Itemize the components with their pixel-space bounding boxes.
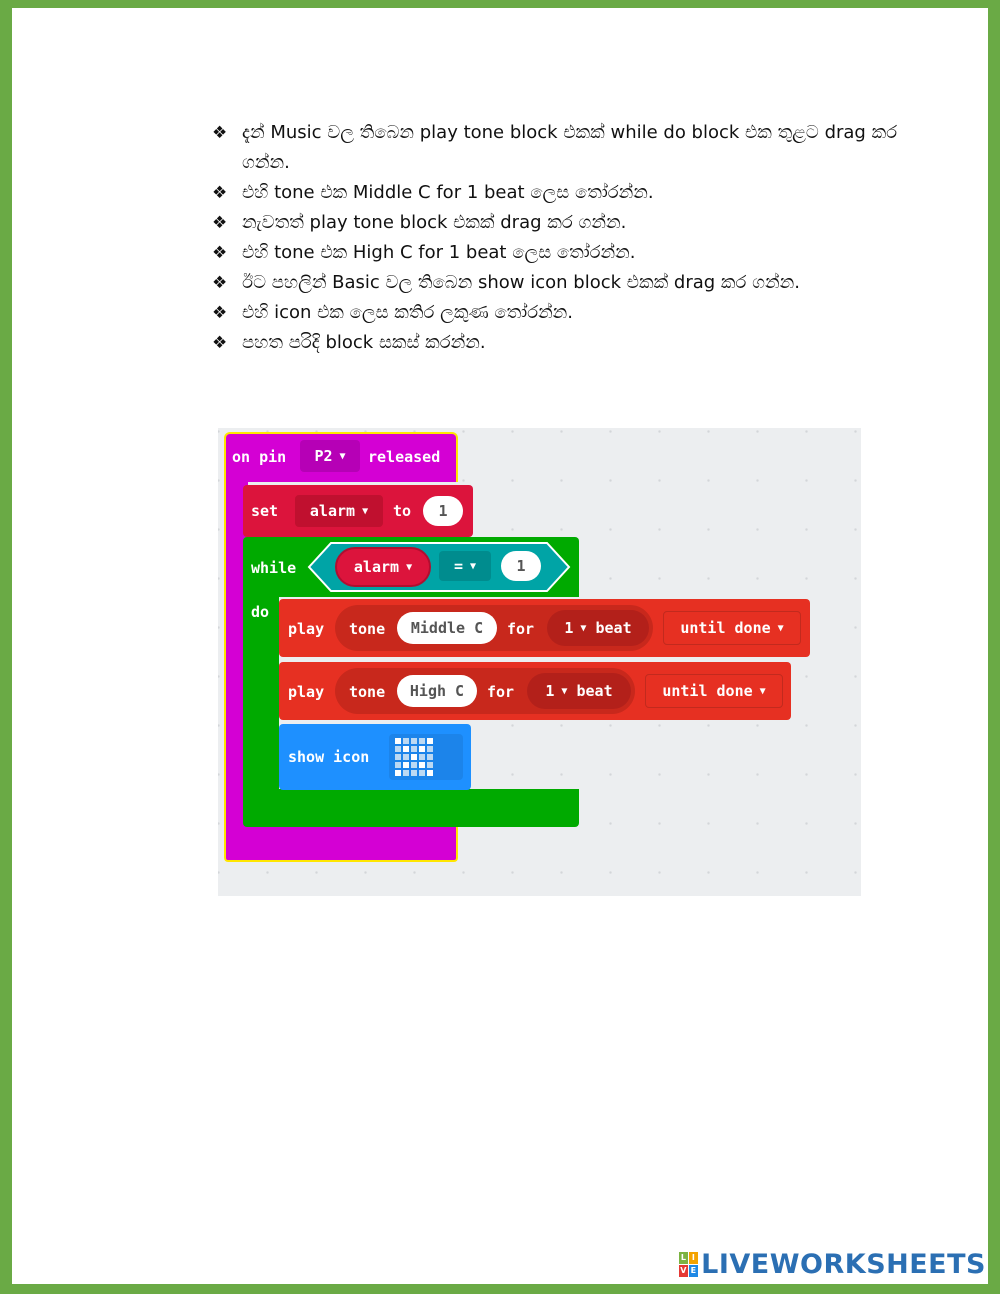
show-icon-label: show icon	[288, 748, 370, 766]
bullet-icon: ❖	[212, 333, 228, 353]
beat-dropdown[interactable]: 1 ▼ beat	[527, 673, 631, 709]
instruction-item: ❖ එහි icon එක ලෙස කතිර ලකුණ තෝරන්න.	[212, 298, 912, 328]
liveworksheets-logo[interactable]	[679, 1249, 986, 1280]
cross-icon	[395, 738, 433, 776]
compare-value-input[interactable]: 1	[501, 551, 541, 581]
set-variable-block[interactable]	[243, 485, 473, 537]
note-input[interactable]: High C	[397, 675, 477, 707]
instruction-item: ❖ දැන් Music වල තිබෙන play tone block එකක් while do block එක තුළට drag කර ගන්න.	[212, 118, 912, 178]
for-label: for	[507, 620, 535, 638]
bullet-icon: ❖	[212, 303, 228, 323]
instruction-item: ❖ පහත පරිදි block සකස් කරන්න.	[212, 328, 912, 358]
on-pin-label: on pin	[232, 448, 287, 466]
bullet-icon: ❖	[212, 213, 228, 233]
instruction-item: ❖ ඊට පහලින් Basic වල තිබෙන show icon block එකක් drag කර ගන්න.	[212, 268, 912, 298]
beat-dropdown[interactable]: 1 ▼ beat	[547, 610, 649, 646]
released-label: released	[368, 448, 441, 466]
do-label: do	[251, 603, 270, 621]
chevron-down-icon: ▼	[561, 685, 568, 697]
code-canvas	[218, 428, 861, 896]
instruction-item: ❖ නැවතත් play tone block එකක් drag කර ගන්න.	[212, 208, 912, 238]
play-tone-block[interactable]	[279, 662, 791, 720]
icon-picker[interactable]	[389, 734, 463, 780]
set-label: set	[251, 502, 279, 520]
play-mode-dropdown[interactable]: until done ▼	[663, 611, 801, 645]
logo-text: LIVEWORKSHEETS	[701, 1249, 986, 1280]
bullet-icon: ❖	[212, 273, 228, 293]
operator-dropdown[interactable]: = ▼	[439, 551, 491, 581]
chevron-down-icon: ▼	[470, 560, 477, 572]
variable-dropdown[interactable]: alarm ▼	[295, 495, 383, 527]
chevron-down-icon: ▼	[580, 622, 587, 634]
play-mode-dropdown[interactable]: until done ▼	[645, 674, 783, 708]
bullet-icon: ❖	[212, 123, 228, 143]
bullet-icon: ❖	[212, 243, 228, 263]
compare-variable-dropdown[interactable]: alarm ▼	[335, 547, 431, 587]
tone-label: tone	[349, 620, 386, 638]
play-tone-block[interactable]	[279, 599, 810, 657]
while-label: while	[251, 559, 297, 577]
chevron-down-icon: ▼	[759, 685, 766, 697]
logo-mark-icon: L I V E	[680, 1253, 697, 1275]
chevron-down-icon: ▼	[406, 561, 413, 573]
note-input[interactable]: Middle C	[397, 612, 497, 644]
instruction-item: ❖ එහි tone එක Middle C for 1 beat ලෙස තෝරන්න.	[212, 178, 912, 208]
play-label: play	[288, 683, 325, 701]
tone-label: tone	[349, 683, 386, 701]
instruction-list	[212, 118, 912, 358]
instruction-item: ❖ එහි tone එක High C for 1 beat ලෙස තෝරන්න.	[212, 238, 912, 268]
bullet-icon: ❖	[212, 183, 228, 203]
show-icon-block[interactable]	[279, 724, 471, 790]
to-label: to	[393, 502, 412, 520]
pin-dropdown[interactable]: P2 ▼	[300, 440, 360, 472]
play-label: play	[288, 620, 325, 638]
chevron-down-icon: ▼	[777, 622, 784, 634]
chevron-down-icon: ▼	[339, 450, 346, 462]
chevron-down-icon: ▼	[362, 505, 369, 517]
set-value-input[interactable]: 1	[423, 496, 463, 526]
for-label: for	[487, 683, 515, 701]
